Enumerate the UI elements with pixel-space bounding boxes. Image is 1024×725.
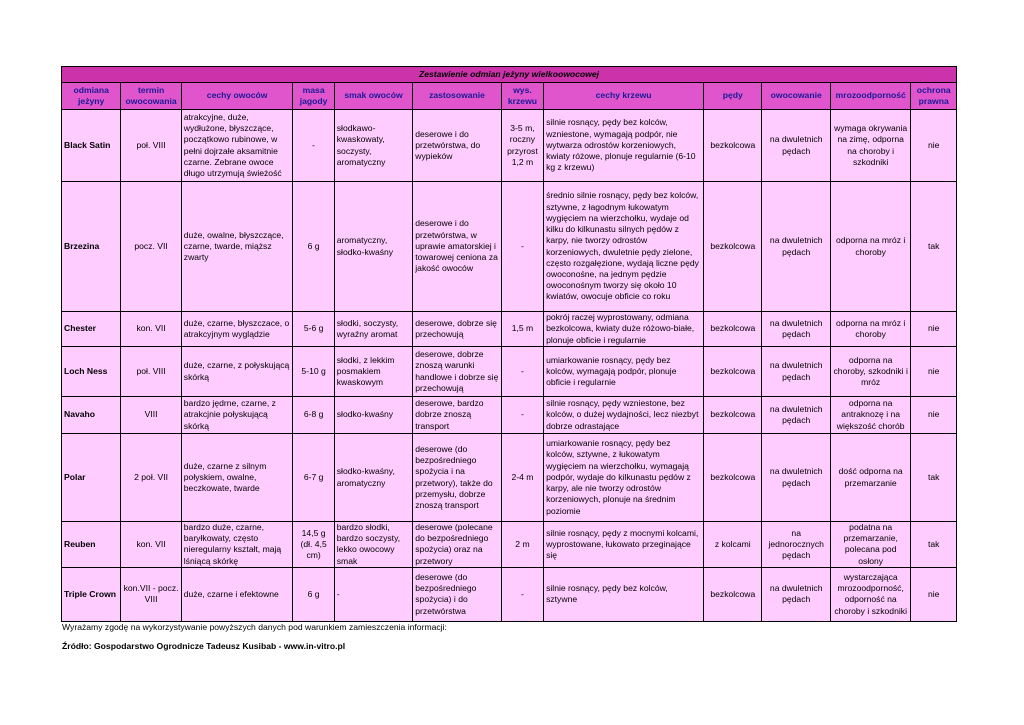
table-cell: na dwuletnich pędach (762, 567, 830, 621)
table-cell: odporna na antraknozę i na większość chorób (830, 397, 911, 434)
column-header: smak owoców (334, 83, 413, 110)
table-cell: 3-5 m, roczny przyrost 1,2 m (501, 110, 543, 182)
table-cell: poł. VIII (121, 110, 181, 182)
column-header: zastosowanie (413, 83, 502, 110)
table-cell: wymaga okrywania na zimę, odporna na choroby i szkodniki (830, 110, 911, 182)
table-cell: - (501, 347, 543, 397)
table-row (62, 434, 957, 522)
table-cell: 2 poł. VII (121, 434, 181, 522)
table-cell: dość odporna na przemarzanie (830, 434, 911, 522)
table-cell: deserowe i do przetwórstwa, do wypieków (413, 110, 502, 182)
table-cell: słodko-kwaśny (334, 397, 413, 434)
table-cell: bardzo duże, czarne, baryłkowaty, często nieregularny kształt, mają lśniącą skórkę (181, 522, 293, 568)
table-cell: deserowe, dobrze znoszą warunki handlowe i dobrze się przechowują (413, 347, 502, 397)
variety-name: Loch Ness (62, 347, 121, 397)
table-cell: atrakcyjne, duże, wydłużone, błyszczące, początkowo rubinowe, w pełni dojrzałe aksamitnie czarne. Zebrane owoce długo utrzymują świeżość (181, 110, 293, 182)
table-cell: na dwuletnich pędach (762, 397, 830, 434)
table-cell: bezkolcowa (704, 110, 762, 182)
table-cell: deserowe i do przetwórstwa, w uprawie amatorskiej i towarowej ceniona za jakość owoców (413, 182, 502, 312)
table-cell: aromatyczny, słodko-kwaśny (334, 182, 413, 312)
table-cell: odporna na choroby, szkodniki i mróz (830, 347, 911, 397)
column-header: masa jagody (293, 83, 334, 110)
table-cell: bezkolcowa (704, 182, 762, 312)
table-cell: bardzo jędrne, czarne, z atrakcjnie połyskującą skórką (181, 397, 293, 434)
table-cell: na dwuletnich pędach (762, 182, 830, 312)
table-row (62, 522, 957, 568)
table-cell: umiarkowanie rosnący, pędy bez kolców, sztywne, z łukowatym wygięciem na wierzchołku, wymagają podpór, wydaje do kilkunastu pędów z karpy, ale nie tworzy odrostów korzeniowych, plonuje na średnim poziomie (544, 434, 704, 522)
table-cell: bezkolcowa (704, 312, 762, 347)
variety-name: Navaho (62, 397, 121, 434)
table-cell: słodki, soczysty, wyraźny aromat (334, 312, 413, 347)
table-cell: 6-8 g (293, 397, 334, 434)
column-header: mrozoodporność (830, 83, 911, 110)
table-cell: odporna na mróz i choroby (830, 182, 911, 312)
table-cell: - (334, 567, 413, 621)
table-cell: pocz. VII (121, 182, 181, 312)
column-header: wys. krzewu (501, 83, 543, 110)
table-cell: odporna na mróz i choroby (830, 312, 911, 347)
table-cell: kon.VII - pocz. VIII (121, 567, 181, 621)
table-cell: słodkawo-kwaskowaty, soczysty, aromatyczny (334, 110, 413, 182)
table-cell: średnio silnie rosnący, pędy bez kolców, sztywne, z łagodnym łukowatym wygięciem na wierzchołku, wydaje od kilku do kilkunastu silnych pędów z karpy, nie tworzy odrostów korzeniowych, dwuletnie pędy zielone, często rozgałęzione, wydają liczne pędy owoconośne, na jednym pędzie owoconośnym tworzy się około 10 kwiatów, owocuje obficie co roku (544, 182, 704, 312)
table-row (62, 110, 957, 182)
table-cell: słodki, z lekkim posmakiem kwaskowym (334, 347, 413, 397)
table-cell: 2 m (501, 522, 543, 568)
usage-note: Wyrażamy zgodę na wykorzystywanie powyższych danych pod warunkiem zamieszczenia informacji: (62, 622, 447, 632)
table-cell: duże, czarne, błyszczace, o atrakcyjnym wyglądzie (181, 312, 293, 347)
table-cell: deserowe (polecane do bezpośredniego spożycia) oraz na przetwory (413, 522, 502, 568)
column-header: termin owocowania (121, 83, 181, 110)
table-title: Zestawienie odmian jeżyny wielkoowocowej (62, 67, 957, 83)
column-header: odmiana jeżyny (62, 83, 121, 110)
table-cell: - (501, 567, 543, 621)
table-cell: tak (911, 522, 957, 568)
table-cell: silnie rosnący, pędy bez kolców, wzniestone, wymagają podpór, nie wytwarza odrostów korzeniowych, kwiaty różowe, plonuje regularnie (6-10 kg z krzewu) (544, 110, 704, 182)
column-header: owocowanie (762, 83, 830, 110)
table-cell: z kolcami (704, 522, 762, 568)
table-cell: 5-10 g (293, 347, 334, 397)
table-cell: nie (911, 312, 957, 347)
table-row (62, 397, 957, 434)
table-cell: tak (911, 434, 957, 522)
table-cell: bezkolcowa (704, 347, 762, 397)
table-cell: bezkolcowa (704, 434, 762, 522)
column-header: ochrona prawna (911, 83, 957, 110)
table-cell: 14,5 g (dł. 4,5 cm) (293, 522, 334, 568)
varieties-table (61, 66, 957, 622)
table-cell: duże, czarne i efektowne (181, 567, 293, 621)
table-cell: 6 g (293, 567, 334, 621)
table-row (62, 567, 957, 621)
table-cell: wystarczająca mrozoodporność, odporność na choroby i szkodniki (830, 567, 911, 621)
table-row (62, 182, 957, 312)
table-cell: tak (911, 182, 957, 312)
variety-name: Polar (62, 434, 121, 522)
varieties-sheet (61, 66, 957, 622)
table-cell: nie (911, 110, 957, 182)
table-cell: pokrój raczej wyprostowany, odmiana bezkolcowa, kwiaty duże różowo-białe, plonuje obficie i regularnie (544, 312, 704, 347)
variety-name: Black Satin (62, 110, 121, 182)
table-cell: kon. VII (121, 522, 181, 568)
table-cell: silnie rosnący, pędy bez kolców, sztywne (544, 567, 704, 621)
table-cell: 1,5 m (501, 312, 543, 347)
table-cell: kon. VII (121, 312, 181, 347)
table-cell: na dwuletnich pędach (762, 110, 830, 182)
column-header: pędy (704, 83, 762, 110)
table-cell: 6-7 g (293, 434, 334, 522)
table-cell: na dwuletnich pędach (762, 434, 830, 522)
table-cell: deserowe (do bezpośredniego spożycia i na przetwory), także do przemysłu, dobrze znoszą transport (413, 434, 502, 522)
table-cell: słodko-kwaśny, aromatyczny (334, 434, 413, 522)
table-cell: podatna na przemarzanie, polecana pod osłony (830, 522, 911, 568)
table-cell: na jednorocznych pędach (762, 522, 830, 568)
table-cell: deserowe (do bezpośredniego spożycia) i do przetwórstwa (413, 567, 502, 621)
table-cell: - (501, 397, 543, 434)
table-cell: nie (911, 347, 957, 397)
column-header: cechy owoców (181, 83, 293, 110)
table-cell: poł. VIII (121, 347, 181, 397)
variety-name: Chester (62, 312, 121, 347)
table-cell: 2-4 m (501, 434, 543, 522)
table-row (62, 347, 957, 397)
variety-name: Brzezina (62, 182, 121, 312)
table-cell: - (501, 182, 543, 312)
table-cell: VIII (121, 397, 181, 434)
table-cell: na dwuletnich pędach (762, 347, 830, 397)
source-note: Źródło: Gospodarstwo Ogrodnicze Tadeusz Kusibab - www.in-vitro.pl (62, 641, 346, 651)
table-cell: - (293, 110, 334, 182)
column-header: cechy krzewu (544, 83, 704, 110)
table-cell: bezkolcowa (704, 397, 762, 434)
table-cell: duże, czarne z silnym połyskiem, owalne, beczkowate, twarde (181, 434, 293, 522)
table-cell: silnie rosnący, pędy z mocnymi kolcami, wyprostowane, łukowato przeginające się (544, 522, 704, 568)
table-cell: nie (911, 397, 957, 434)
table-cell: bardzo słodki, bardzo soczysty, lekko owocowy smak (334, 522, 413, 568)
table-cell: umiarkowanie rosnący, pędy bez kolców, wymagają podpór, plonuje obficie i regularnie (544, 347, 704, 397)
variety-name: Reuben (62, 522, 121, 568)
table-row (62, 312, 957, 347)
table-cell: 5-6 g (293, 312, 334, 347)
table-cell: deserowe, dobrze się przechowują (413, 312, 502, 347)
variety-name: Triple Crown (62, 567, 121, 621)
table-cell: na dwuletnich pędach (762, 312, 830, 347)
table-cell: deserowe, bardzo dobrze znoszą transport (413, 397, 502, 434)
table-cell: 6 g (293, 182, 334, 312)
table-cell: duże, czarne, z połyskującą skórką (181, 347, 293, 397)
table-cell: silnie rosnący, pędy wzniestone, bez kolców, o dużej wydajności, lecz niezbyt dobrze odrastające (544, 397, 704, 434)
table-cell: duże, owalne, błyszczące, czarne, twarde, miąższ zwarty (181, 182, 293, 312)
table-cell: nie (911, 567, 957, 621)
table-cell: bezkolcowa (704, 567, 762, 621)
